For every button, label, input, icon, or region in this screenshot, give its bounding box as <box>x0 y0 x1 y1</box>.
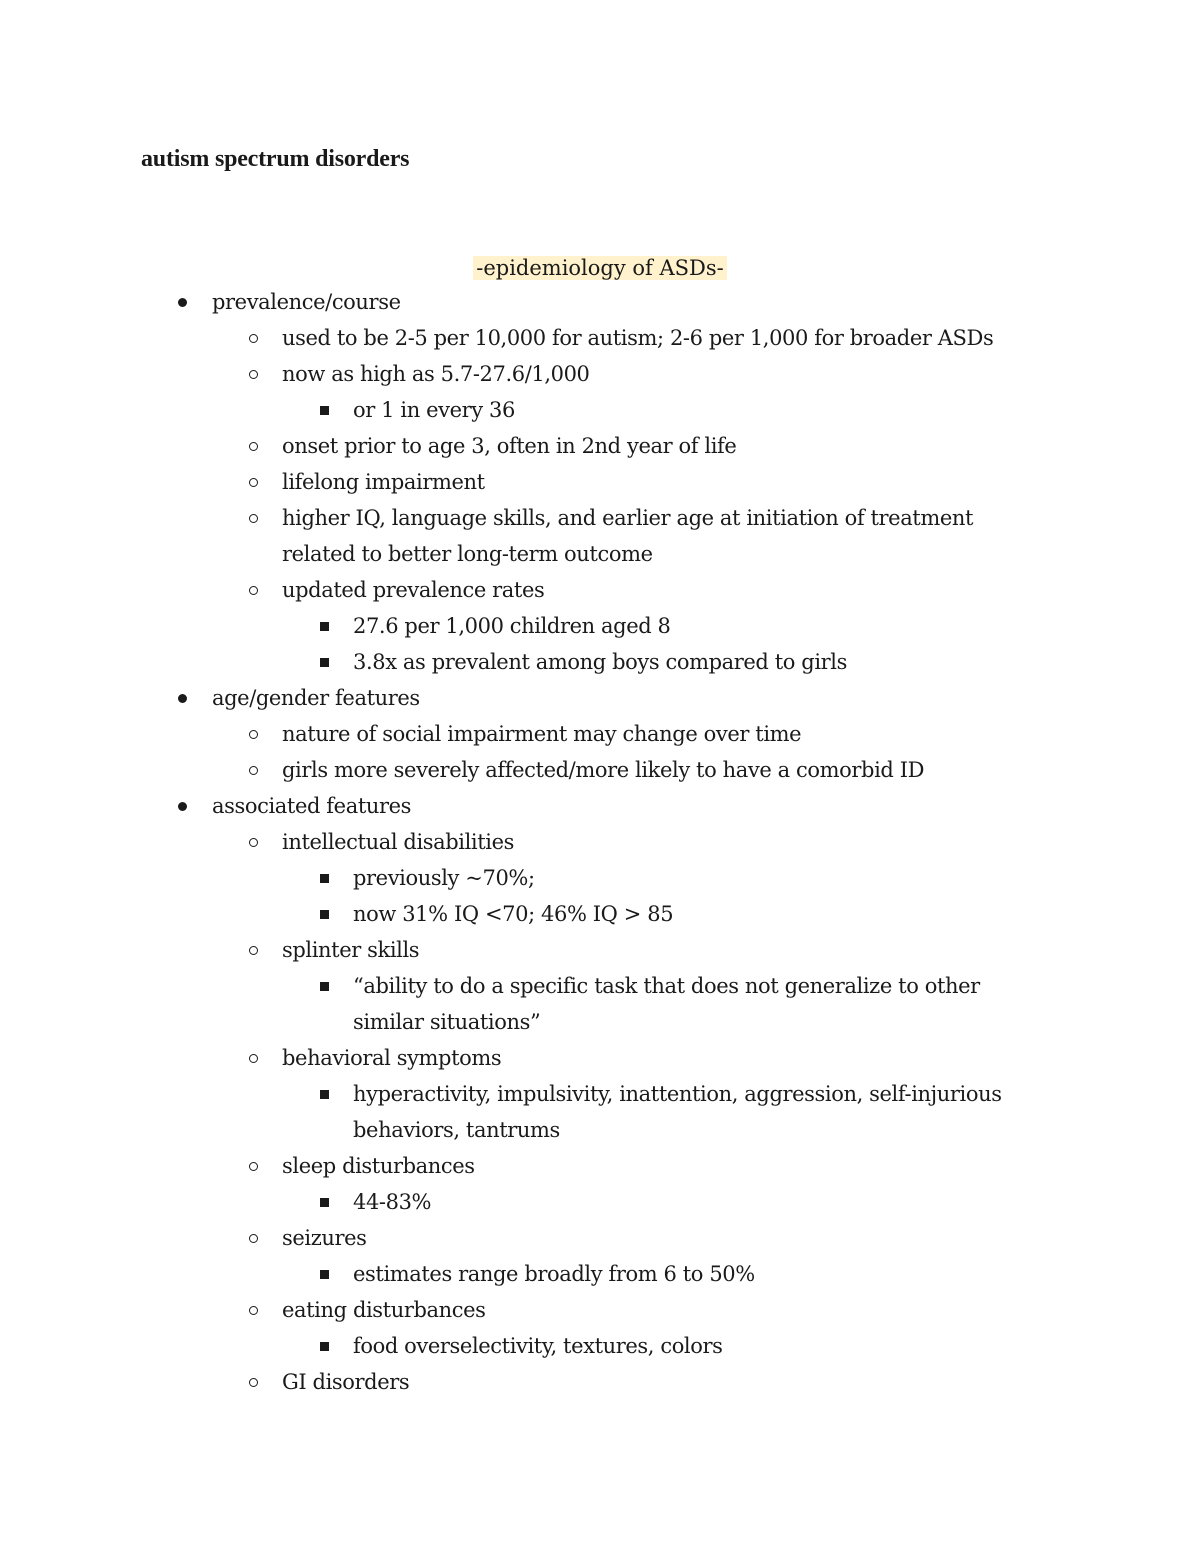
list-item <box>0 320 1200 356</box>
square-bullet-icon <box>320 1256 329 1292</box>
list-item <box>0 284 1200 680</box>
list-item-text: previously ~70%; <box>353 866 535 890</box>
sub-list <box>0 968 1200 1040</box>
sub-list <box>0 320 1200 680</box>
list-item-text: onset prior to age 3, often in 2nd year of life <box>282 434 737 458</box>
list-item-text: now 31% IQ <70; 46% IQ > 85 <box>353 902 674 926</box>
list-item-text: nature of social impairment may change over time <box>282 722 802 746</box>
list-item-text: 3.8x as prevalent among boys compared to girls <box>353 650 847 674</box>
list-item-text: GI disorders <box>282 1370 410 1394</box>
section-heading <box>0 252 1200 284</box>
list-item <box>0 896 1200 932</box>
list-item <box>0 572 1200 680</box>
list-item <box>0 1184 1200 1220</box>
list-item <box>0 680 1200 788</box>
list-item-text: age/gender features <box>212 686 420 710</box>
list-item-text: 27.6 per 1,000 children aged 8 <box>353 614 671 638</box>
list-item-text: girls more severely affected/more likely to have a comorbid ID <box>282 758 925 782</box>
list-item <box>0 464 1200 500</box>
list-item <box>0 1220 1200 1292</box>
sub-list <box>0 716 1200 788</box>
bullet-outline <box>0 284 1200 1400</box>
list-item <box>0 428 1200 464</box>
list-item-text: “ability to do a specific task that does not generalize to other similar situations” <box>353 974 980 1034</box>
list-item-text: sleep disturbances <box>282 1154 475 1178</box>
hollow-circle-bullet-icon <box>249 1364 258 1400</box>
hollow-circle-bullet-icon <box>249 572 258 608</box>
list-item <box>0 356 1200 428</box>
list-item <box>0 716 1200 752</box>
list-item-text: food overselectivity, textures, colors <box>353 1334 723 1358</box>
list-item-text: seizures <box>282 1226 367 1250</box>
hollow-circle-bullet-icon <box>249 716 258 752</box>
list-item <box>0 1148 1200 1220</box>
page-title: autism spectrum disorders <box>141 146 410 172</box>
hollow-circle-bullet-icon <box>249 428 258 464</box>
hollow-circle-bullet-icon <box>249 320 258 356</box>
hollow-circle-bullet-icon <box>249 752 258 788</box>
sub-list <box>0 1328 1200 1364</box>
square-bullet-icon <box>320 392 329 428</box>
hollow-circle-bullet-icon <box>249 1292 258 1328</box>
list-item-text: estimates range broadly from 6 to 50% <box>353 1262 755 1286</box>
filled-circle-bullet-icon <box>178 788 187 824</box>
sub-list <box>0 824 1200 1400</box>
list-item-text: or 1 in every 36 <box>353 398 515 422</box>
square-bullet-icon <box>320 968 329 1004</box>
square-bullet-icon <box>320 1328 329 1364</box>
square-bullet-icon <box>320 608 329 644</box>
square-bullet-icon <box>320 896 329 932</box>
hollow-circle-bullet-icon <box>249 1148 258 1184</box>
list-item <box>0 752 1200 788</box>
square-bullet-icon <box>320 644 329 680</box>
list-item <box>0 968 1200 1040</box>
sub-list <box>0 1184 1200 1220</box>
list-item <box>0 1328 1200 1364</box>
filled-circle-bullet-icon <box>178 284 187 320</box>
list-item-text: intellectual disabilities <box>282 830 515 854</box>
sub-list <box>0 392 1200 428</box>
list-item-text: used to be 2-5 per 10,000 for autism; 2-6 per 1,000 for broader ASDs <box>282 326 994 350</box>
filled-circle-bullet-icon <box>178 680 187 716</box>
square-bullet-icon <box>320 860 329 896</box>
list-item-text: eating disturbances <box>282 1298 486 1322</box>
list-item <box>0 1364 1200 1400</box>
highlighted-heading-text: -epidemiology of ASDs- <box>473 256 727 280</box>
list-item-text: behavioral symptoms <box>282 1046 502 1070</box>
list-item <box>0 932 1200 1040</box>
hollow-circle-bullet-icon <box>249 500 258 536</box>
list-item <box>0 644 1200 680</box>
square-bullet-icon <box>320 1184 329 1220</box>
sub-list <box>0 608 1200 680</box>
list-item <box>0 1040 1200 1148</box>
list-item-text: associated features <box>212 794 412 818</box>
hollow-circle-bullet-icon <box>249 464 258 500</box>
list-item-text: now as high as 5.7-27.6/1,000 <box>282 362 590 386</box>
list-item <box>0 500 1200 572</box>
list-item <box>0 608 1200 644</box>
list-item <box>0 860 1200 896</box>
sub-list <box>0 1256 1200 1292</box>
list-item <box>0 1076 1200 1148</box>
sub-list <box>0 860 1200 932</box>
list-item-text: 44-83% <box>353 1190 432 1214</box>
list-item-text: splinter skills <box>282 938 420 962</box>
list-item-text: hyperactivity, impulsivity, inattention, aggression, self-injurious behaviors, tantrums <box>353 1082 1002 1142</box>
list-item <box>0 788 1200 1400</box>
list-item-text: updated prevalence rates <box>282 578 545 602</box>
hollow-circle-bullet-icon <box>249 1220 258 1256</box>
list-item <box>0 392 1200 428</box>
list-item <box>0 1256 1200 1292</box>
list-item <box>0 824 1200 932</box>
hollow-circle-bullet-icon <box>249 932 258 968</box>
list-item-text: prevalence/course <box>212 290 401 314</box>
list-item-text: lifelong impairment <box>282 470 485 494</box>
hollow-circle-bullet-icon <box>249 356 258 392</box>
hollow-circle-bullet-icon <box>249 824 258 860</box>
square-bullet-icon <box>320 1076 329 1112</box>
sub-list <box>0 1076 1200 1148</box>
list-item-text: higher IQ, language skills, and earlier age at initiation of treatment related to better long-term outcome <box>282 506 974 566</box>
list-item <box>0 1292 1200 1364</box>
hollow-circle-bullet-icon <box>249 1040 258 1076</box>
